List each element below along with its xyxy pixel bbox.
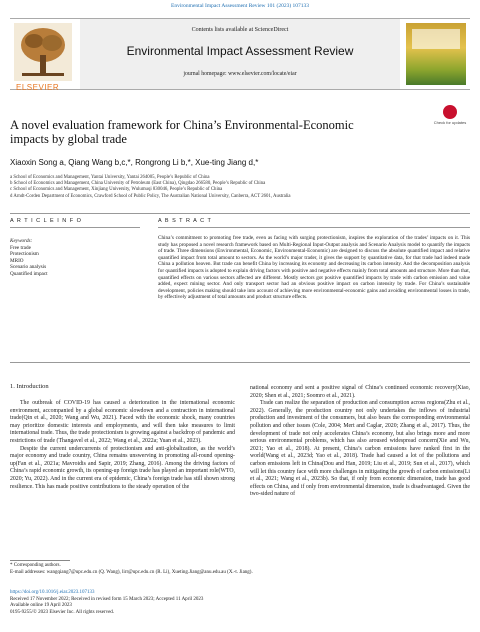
keywords-label: Keywords:	[10, 238, 33, 244]
check-updates-label: Check for updates	[433, 120, 467, 125]
check-updates-icon	[443, 105, 457, 119]
keywords-block	[10, 238, 48, 277]
body-column-left	[10, 400, 235, 491]
journal-citation-link[interactable]: Environmental Impact Assessment Review 101 (2023) 107133	[170, 3, 310, 9]
divider-abstract	[158, 227, 470, 228]
footnote-emails: E-mail addresses: wangqiang7@upc.edu.cn (Q. Wang), lirr@upc.edu.cn (R. Li), Xueting.Jiang@anu.edu.au (X.-t. Jiang).	[10, 569, 253, 575]
keyword-item: Free trade	[10, 244, 31, 251]
journal-cover-image	[406, 23, 466, 85]
footnote-corresponding: * Corresponding authors.	[10, 563, 61, 568]
cover-title-band	[412, 29, 460, 49]
keyword-item: Protectionism	[10, 251, 39, 257]
received-dates: Received 17 November 2022; Received in revised form 15 March 2023; Accepted 11 April 2023	[10, 596, 204, 602]
keyword-item: Scenario analysis	[10, 264, 47, 270]
article-title: A novel evaluation framework for China’s Environmental-Economic impacts by global trade	[10, 118, 354, 146]
journal-banner	[80, 19, 400, 89]
abstract-heading: A B S T R A C T	[158, 218, 212, 224]
author-list: Xiaoxin Song a, Qiang Wang b,c,*, Rongrong Li b,*, Xue-ting Jiang d,*	[10, 158, 259, 167]
keyword-item: MRIO	[10, 257, 24, 264]
affiliation-a: a School of Economics and Management, Yantai University, Yantai 264005, People’s Republic of China	[10, 175, 210, 180]
divider-info	[10, 227, 140, 228]
article-info-heading: A R T I C L E I N F O	[10, 218, 82, 224]
paragraph: Trade can realize the separation of production and consumption across regions(Zhu et al., 2022). Generally, the production country not only undertakes the inflows of industrial production and investment of the consumers, but also bears the corresponding environmental pollution and other issues (Cole, 2004; Mert and Caglar, 2020; Zhang et al., 2017). Thus, the development of trade not only accelerates China’s economy, but also brings more and more serious environmental problems, which has also aroused widespread concern(Xie and Wu, 2021; Yao et al., 2018). At present, China’s carbon emissions have ranked first in the world(Wang et al., 2023d; Yao et al., 2018). Trade had caused a lot of the pollutions and carbon emissions left in China(Dou and Han, 2019; Liu et al., 2019; Sun et al., 2017), which will let this country face with more challenges in mitigating the growth of carbon emissions(Li et al., 2021; Wang et al., 2023b). So that, if only from economic dimension, trade has good effects on China, and if only from environmental dimension, trade is disadvantaged. Given the two-sided nature of	[250, 400, 470, 498]
footnote-separator	[10, 560, 70, 561]
body-column-right	[250, 385, 470, 499]
abstract-text: China’s commitment to promoting free trade, even as facing with surging protectionism, inspires the exploration of the trades’ impacts on it. This study has proposed a novel research framework based on Multi-Regional Input-Output analysis and Scenario Analysis model to quantify the impacts of trade. Three dimensions (Environmental, Economic, Environmental-Economic) are designed to discuss the absolute quantified impact and relative quantified impact from total amount to sectors. As the world’s major trader, it gives the support by quantitative data, for that trade had indeed made China a pollution heaven. But trade can benefit China by increasing its economy and decreasing its carbon intensity. And the decomposition analysis for quantified impacts is adopted to explain driving factors with positive and negative effects mainly from total amounts and structure. More than that, quantified effects on various sectors affected are different. Mostly sectors got positive quantified impacts by trade with carbon emission and value added, expect mining sector. And only transport sector had an obvious positive impact on carbon intensity by trade. For China’s sustainable development, policies making should take into account of achieving more environmental-economic gains and avoiding environmental losses in trade, by effectively adjustment of total amounts and product structure effects.	[158, 235, 470, 301]
affiliation-c: c School of Economics and Management, Xinjiang University, Wulumuqi 830046, People’s Republic of China	[10, 187, 223, 193]
affiliation-b: b School of Economics and Management, China University of Petroleum (East China), Qingdao 266580, People’s Republic of China	[10, 181, 266, 187]
keyword-item: Quantified impact	[10, 270, 48, 277]
available-online: Available online 19 April 2023	[10, 603, 72, 609]
footnotes	[10, 563, 470, 576]
journal-header	[10, 18, 470, 90]
check-for-updates-button[interactable]	[430, 105, 470, 129]
article-metadata	[10, 590, 470, 616]
doi-link[interactable]: https://doi.org/10.1016/j.eiar.2023.107133	[10, 590, 95, 595]
journal-homepage-link[interactable]: journal homepage: www.elsevier.com/locate/eiar	[183, 71, 297, 77]
affiliations	[10, 175, 470, 200]
paragraph: Despite the current undercurrents of protectionism and anti-globalization, as the world’s major economy and trade country, China remains unswerving in promoting all-round opening-up(Fan et al., 2021a; Mavroidis and Sapir, 2019; Zhang, 2016). Among the driving factors of China’s rapid economic growth, its opening-up foreign trade has played an important role(WTO, 2020; Yu, 2022). And in the current era of epidemic, China’s foreign trade has still shown strong resilience. This has made positive contributions to the steady operation of the	[10, 445, 235, 490]
paragraph: The outbreak of COVID-19 has caused a deterioration in the international economic environment, accompanied by a global economic slowdown and a contraction in international trade(Qin et al., 2020; Wang and Wu, 2021). Faced with the economic shock, many countries may prioritize domestic interests and employments, and will then take measures to limit international trade. Thus, the trade protectionism is growing against a backdrop of pandemic and restrictions of trade (Thangavel et al., 2022; Wang et al., 2022a; Yuan et al., 2023).	[10, 400, 235, 444]
section-heading-introduction: 1. Introduction	[10, 383, 49, 390]
publisher-wordmark: ELSEVIER	[16, 83, 60, 92]
paragraph: national economy and sent a positive signal of China’s continued economic recovery(Xiao, 2020; Shen et al., 2021; Soomro et al., 2021).	[250, 385, 470, 399]
contents-line[interactable]: Contents lists available at ScienceDirect	[191, 27, 289, 33]
journal-title: Environmental Impact Assessment Review	[126, 44, 354, 58]
elsevier-tree-logo	[14, 23, 72, 81]
divider-top	[10, 213, 470, 214]
divider-bottom	[10, 362, 470, 363]
copyright: 0195-9255/© 2023 Elsevier Inc. All rights reserved.	[10, 609, 115, 615]
affiliation-d: d Arndt-Corden Department of Economics, Crawford School of Public Policy, The Australian National University, Canberra, ACT 2601, Australia	[10, 193, 291, 199]
